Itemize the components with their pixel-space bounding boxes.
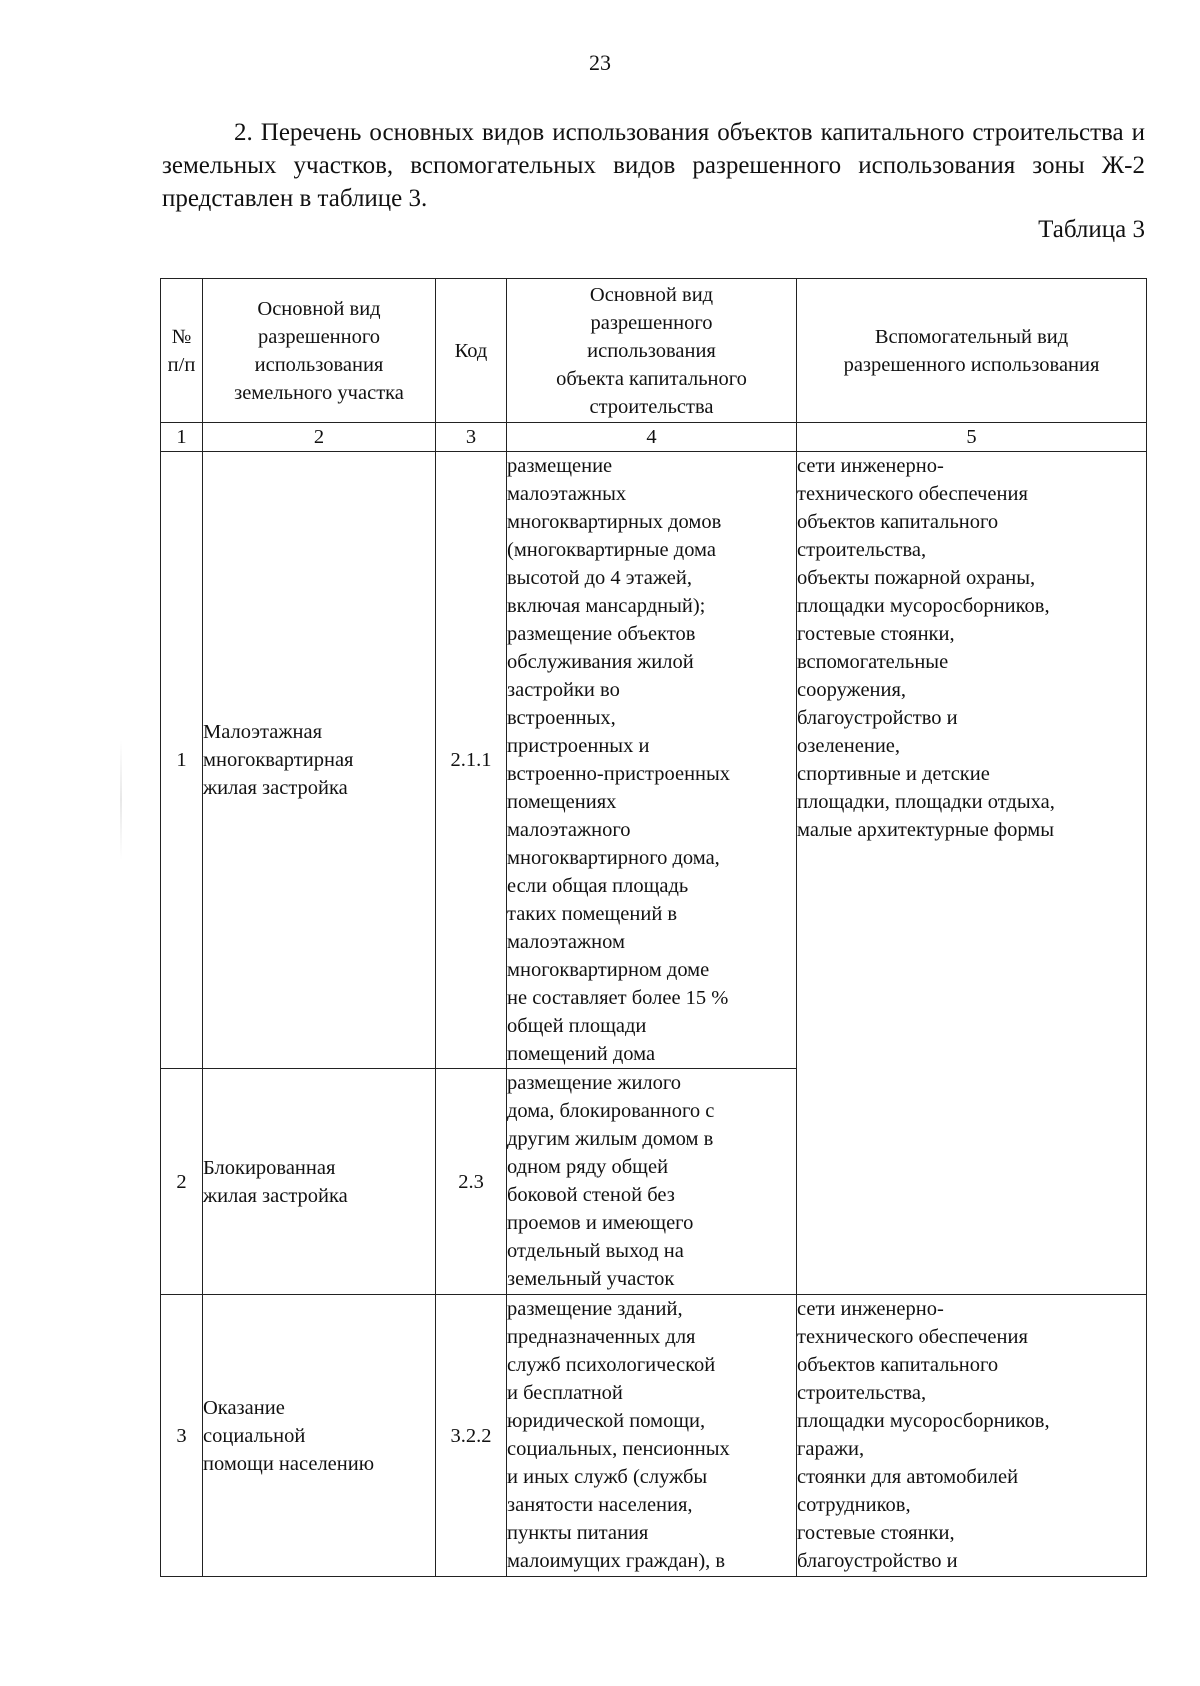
column-number: 1 [161, 423, 203, 452]
land-use-kind: Блокированная жилая застройка [203, 1069, 436, 1295]
auxiliary-use-description: сети инженерно- технического обеспечения объектов капитального строительства, площадки мусоросборников, гаражи, стоянки для автомобилей сотрудников, гостевые стоянки, благоустройство и [797, 1295, 1147, 1577]
table-row [161, 1295, 1147, 1577]
column-number: 2 [203, 423, 436, 452]
column-number-row [161, 423, 1147, 452]
header-num: № п/п [161, 279, 203, 423]
table-header-row [161, 279, 1147, 423]
row-number: 1 [161, 452, 203, 1069]
auxiliary-use-description: сети инженерно- технического обеспечения объектов капитального строительства, объекты пожарной охраны, площадки мусоросборников, гостевые стоянки, вспомогательные сооружения, благоустройство и озеленение, спортивные и детские площадки, площадки отдыха, малые архитектурные формы [797, 452, 1147, 1295]
header-auxiliary: Вспомогательный вид разрешенного использования [797, 279, 1147, 423]
use-code: 2.3 [436, 1069, 507, 1295]
column-number: 3 [436, 423, 507, 452]
column-number: 5 [797, 423, 1147, 452]
use-code: 2.1.1 [436, 452, 507, 1069]
header-code: Код [436, 279, 507, 423]
building-use-description: размещение жилого дома, блокированного с другим жилым домом в одном ряду общей боковой стеной без проемов и имеющего отдельный выход на земельный участок [507, 1069, 797, 1295]
zoning-table [160, 278, 1147, 1577]
header-building-use: Основной вид разрешенного использования объекта капитального строительства [507, 279, 797, 423]
table-caption: Таблица 3 [1038, 216, 1145, 243]
building-use-description: размещение зданий, предназначенных для служб психологической и бесплатной юридической помощи, социальных, пенсионных и иных служб (службы занятости населения, пункты питания малоимущих граждан), в [507, 1295, 797, 1577]
scan-artifact [120, 740, 122, 860]
land-use-kind: Малоэтажная многоквартирная жилая застройка [203, 452, 436, 1069]
table-row [161, 452, 1147, 1069]
column-number: 4 [507, 423, 797, 452]
building-use-description: размещение малоэтажных многоквартирных домов (многоквартирные дома высотой до 4 этажей, включая мансардный); размещение объектов обслуживания жилой застройки во встроенных, пристроенных и встроенно-пристроенных помещениях малоэтажного многоквартирного дома, если общая площадь таких помещений в малоэтажном многоквартирном доме не составляет более 15 % общей площади помещений дома [507, 452, 797, 1069]
intro-paragraph: 2. Перечень основных видов использования объектов капитального строительства и земельных участков, вспомогательных видов разрешенного использования зоны Ж-2 представлен в таблице 3. [162, 119, 1145, 212]
row-number: 3 [161, 1295, 203, 1577]
land-use-kind: Оказание социальной помощи населению [203, 1295, 436, 1577]
page-number: 23 [589, 50, 611, 75]
header-land-use: Основной вид разрешенного использования земельного участка [203, 279, 436, 423]
use-code: 3.2.2 [436, 1295, 507, 1577]
row-number: 2 [161, 1069, 203, 1295]
